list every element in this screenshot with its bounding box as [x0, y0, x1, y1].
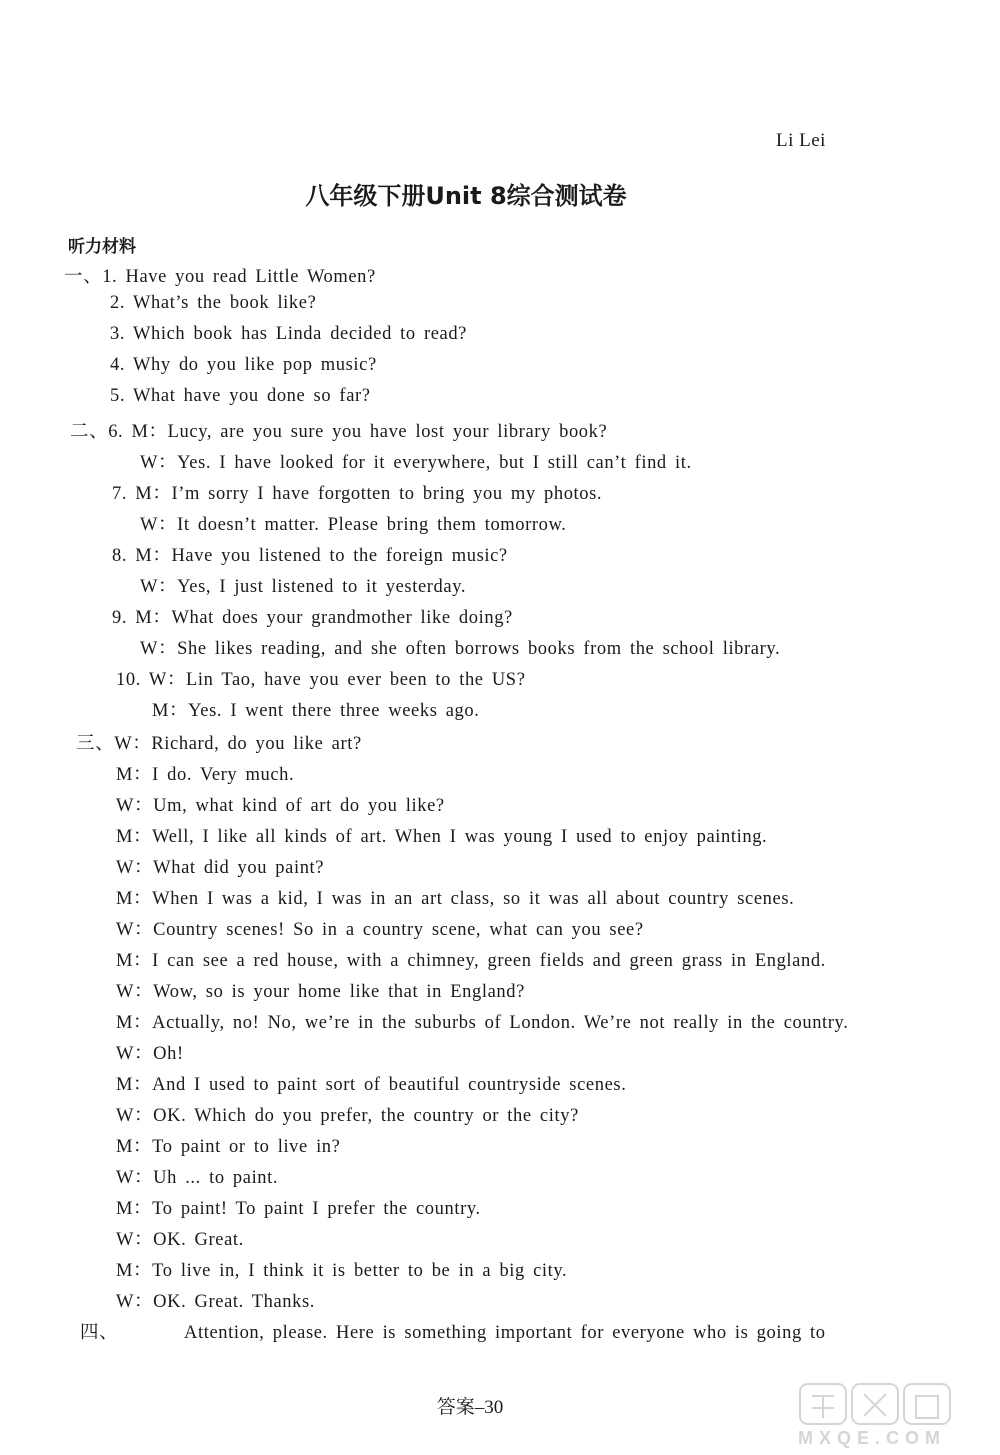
script-line: W：Wow, so is your home like that in England? [116, 982, 525, 1002]
script-line: W：What did you paint? [116, 858, 325, 878]
script-line: M：Yes. I went there three weeks ago. [152, 701, 480, 721]
script-line: 7. M：I’m sorry I have forgotten to bring you my photos. [112, 484, 603, 504]
script-line: 三、W：Richard, do you like art? [76, 734, 362, 754]
script-line: 4. Why do you like pop music? [110, 355, 377, 375]
script-line: W：It doesn’t matter. Please bring them tomorrow. [140, 515, 567, 535]
script-line: M：I can see a red house, with a chimney, green fields and green grass in England. [116, 951, 826, 971]
section-heading: 听力材料 [68, 237, 136, 257]
script-line: W：Yes, I just listened to it yesterday. [140, 577, 467, 597]
script-line: W：Yes. I have looked for it everywhere, but I still can’t find it. [140, 453, 692, 473]
script-line: M：I do. Very much. [116, 765, 295, 785]
corner-note: Li Lei [776, 130, 826, 151]
script-line: 2. What’s the book like? [110, 293, 317, 313]
page-number: 答案–30 [436, 1397, 504, 1418]
script-line: M：To live in, I think it is better to be in a big city. [116, 1261, 568, 1281]
script-line: M：When I was a kid, I was in an art class, so it was all about country scenes. [116, 889, 795, 909]
script-line: W：OK. Which do you prefer, the country or the city? [116, 1106, 579, 1126]
script-line: W：Oh! [116, 1044, 184, 1064]
watermark-logo [760, 1382, 985, 1448]
script-line: 10. W：Lin Tao, have you ever been to the US? [116, 670, 526, 690]
script-line: M：To paint or to live in? [116, 1137, 341, 1157]
script-line: 9. M：What does your grandmother like doing? [112, 608, 513, 628]
page-title: 八年级下册Unit 8综合测试卷 [305, 182, 627, 210]
script-line: M：Actually, no! No, we’re in the suburbs of London. We’re not really in the country. [116, 1013, 849, 1033]
script-line: 一、1. Have you read Little Women? [64, 267, 376, 287]
script-line: W：OK. Great. Thanks. [116, 1292, 316, 1312]
script-line: W：She likes reading, and she often borrows books from the school library. [140, 639, 781, 659]
script-line: M：Well, I like all kinds of art. When I was young I used to enjoy painting. [116, 827, 768, 847]
script-line: 四、 Attention, please. Here is something important for everyone who is going to [80, 1323, 826, 1343]
script-line: M：To paint! To paint I prefer the country. [116, 1199, 481, 1219]
script-line: W：Uh ... to paint. [116, 1168, 279, 1188]
script-line: 8. M：Have you listened to the foreign music? [112, 546, 508, 566]
script-line: W：Um, what kind of art do you like? [116, 796, 445, 816]
watermark-text: MXQE.COM [797, 1428, 947, 1448]
script-line: 二、6. M：Lucy, are you sure you have lost your library book? [70, 422, 608, 442]
script-line: W：OK. Great. [116, 1230, 244, 1250]
script-line: W：Country scenes! So in a country scene, what can you see? [116, 920, 644, 940]
script-line: 5. What have you done so far? [110, 386, 371, 406]
script-line: 3. Which book has Linda decided to read? [110, 324, 467, 344]
script-line: M：And I used to paint sort of beautiful countryside scenes. [116, 1075, 627, 1095]
